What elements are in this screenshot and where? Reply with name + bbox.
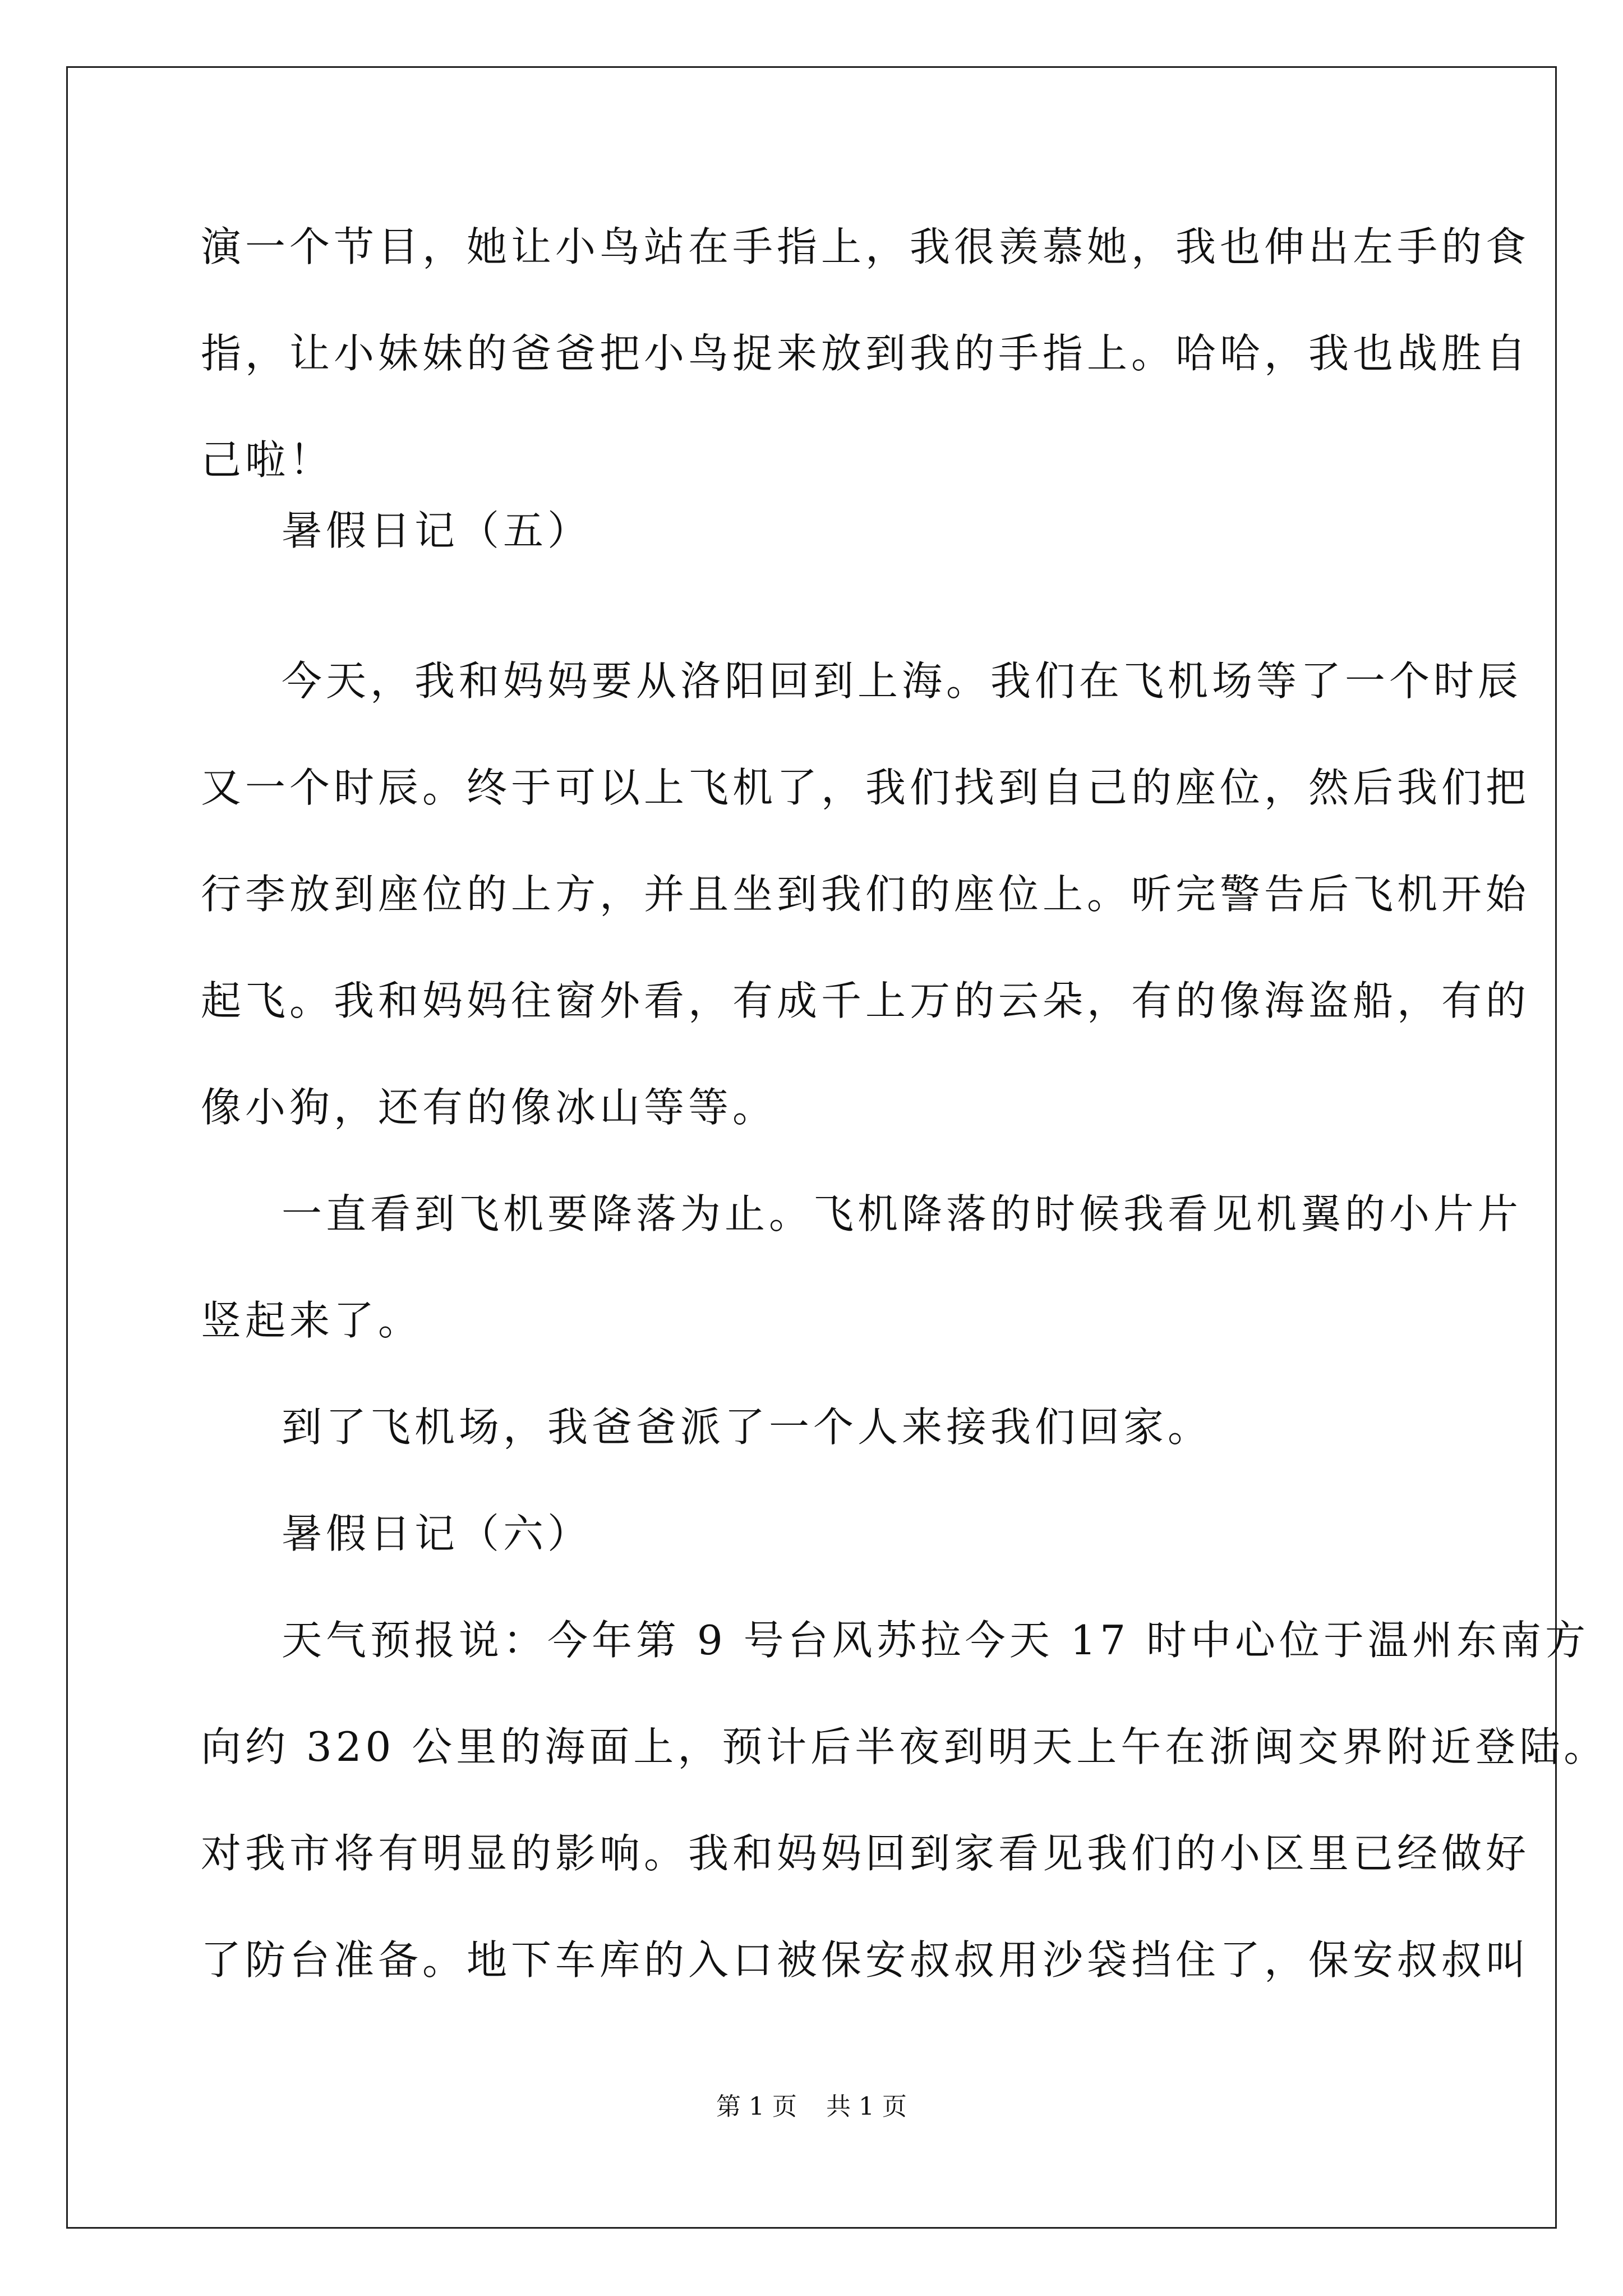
paragraph-line: 天气预报说：今年第 9 号台风苏拉今天 17 时中心位于温州东南方 (282, 1617, 1589, 1664)
paragraph-line: 对我市将有明显的影响。我和妈妈回到家看见我们的小区里已经做好 (201, 1830, 1530, 1877)
page-footer (0, 2091, 1623, 2123)
paragraph-line: 行李放到座位的上方，并且坐到我们的座位上。听完警告后飞机开始 (201, 871, 1530, 918)
page-number: 第 1 页 (716, 2092, 797, 2121)
paragraph-line: 竖起来了。 (201, 1297, 423, 1344)
paragraph-line: 己啦！ (201, 436, 334, 484)
page-total: 共 1 页 (826, 2092, 907, 2121)
paragraph-line: 一直看到飞机要降落为止。飞机降落的时候我看见机翼的小片片 (282, 1190, 1523, 1237)
paragraph-line: 指，让小妹妹的爸爸把小鸟捉来放到我的手指上。哈哈，我也战胜自 (201, 330, 1530, 377)
paragraph-line: 向约 320 公里的海面上，预计后半夜到明天上午在浙闽交界附近登陆。 (201, 1723, 1608, 1770)
paragraph-line: 演一个节目，她让小鸟站在手指上，我很羡慕她，我也伸出左手的食 (201, 223, 1530, 270)
paragraph-line: 了防台准备。地下车库的入口被保安叔叔用沙袋挡住了，保安叔叔叫 (201, 1936, 1530, 1984)
paragraph-line: 起飞。我和妈妈往窗外看，有成千上万的云朵，有的像海盗船，有的 (201, 977, 1530, 1024)
paragraph-line: 到了飞机场，我爸爸派了一个人来接我们回家。 (282, 1404, 1212, 1451)
paragraph-line: 今天，我和妈妈要从洛阳回到上海。我们在飞机场等了一个时辰 (282, 657, 1523, 705)
paragraph-line: 像小狗，还有的像冰山等等。 (201, 1084, 777, 1131)
section-heading: 暑假日记（五） (282, 507, 592, 554)
paragraph-line: 又一个时辰。终于可以上飞机了，我们找到自己的座位，然后我们把 (201, 764, 1530, 811)
section-heading: 暑假日记（六） (282, 1510, 592, 1557)
page-border (66, 66, 1557, 2229)
